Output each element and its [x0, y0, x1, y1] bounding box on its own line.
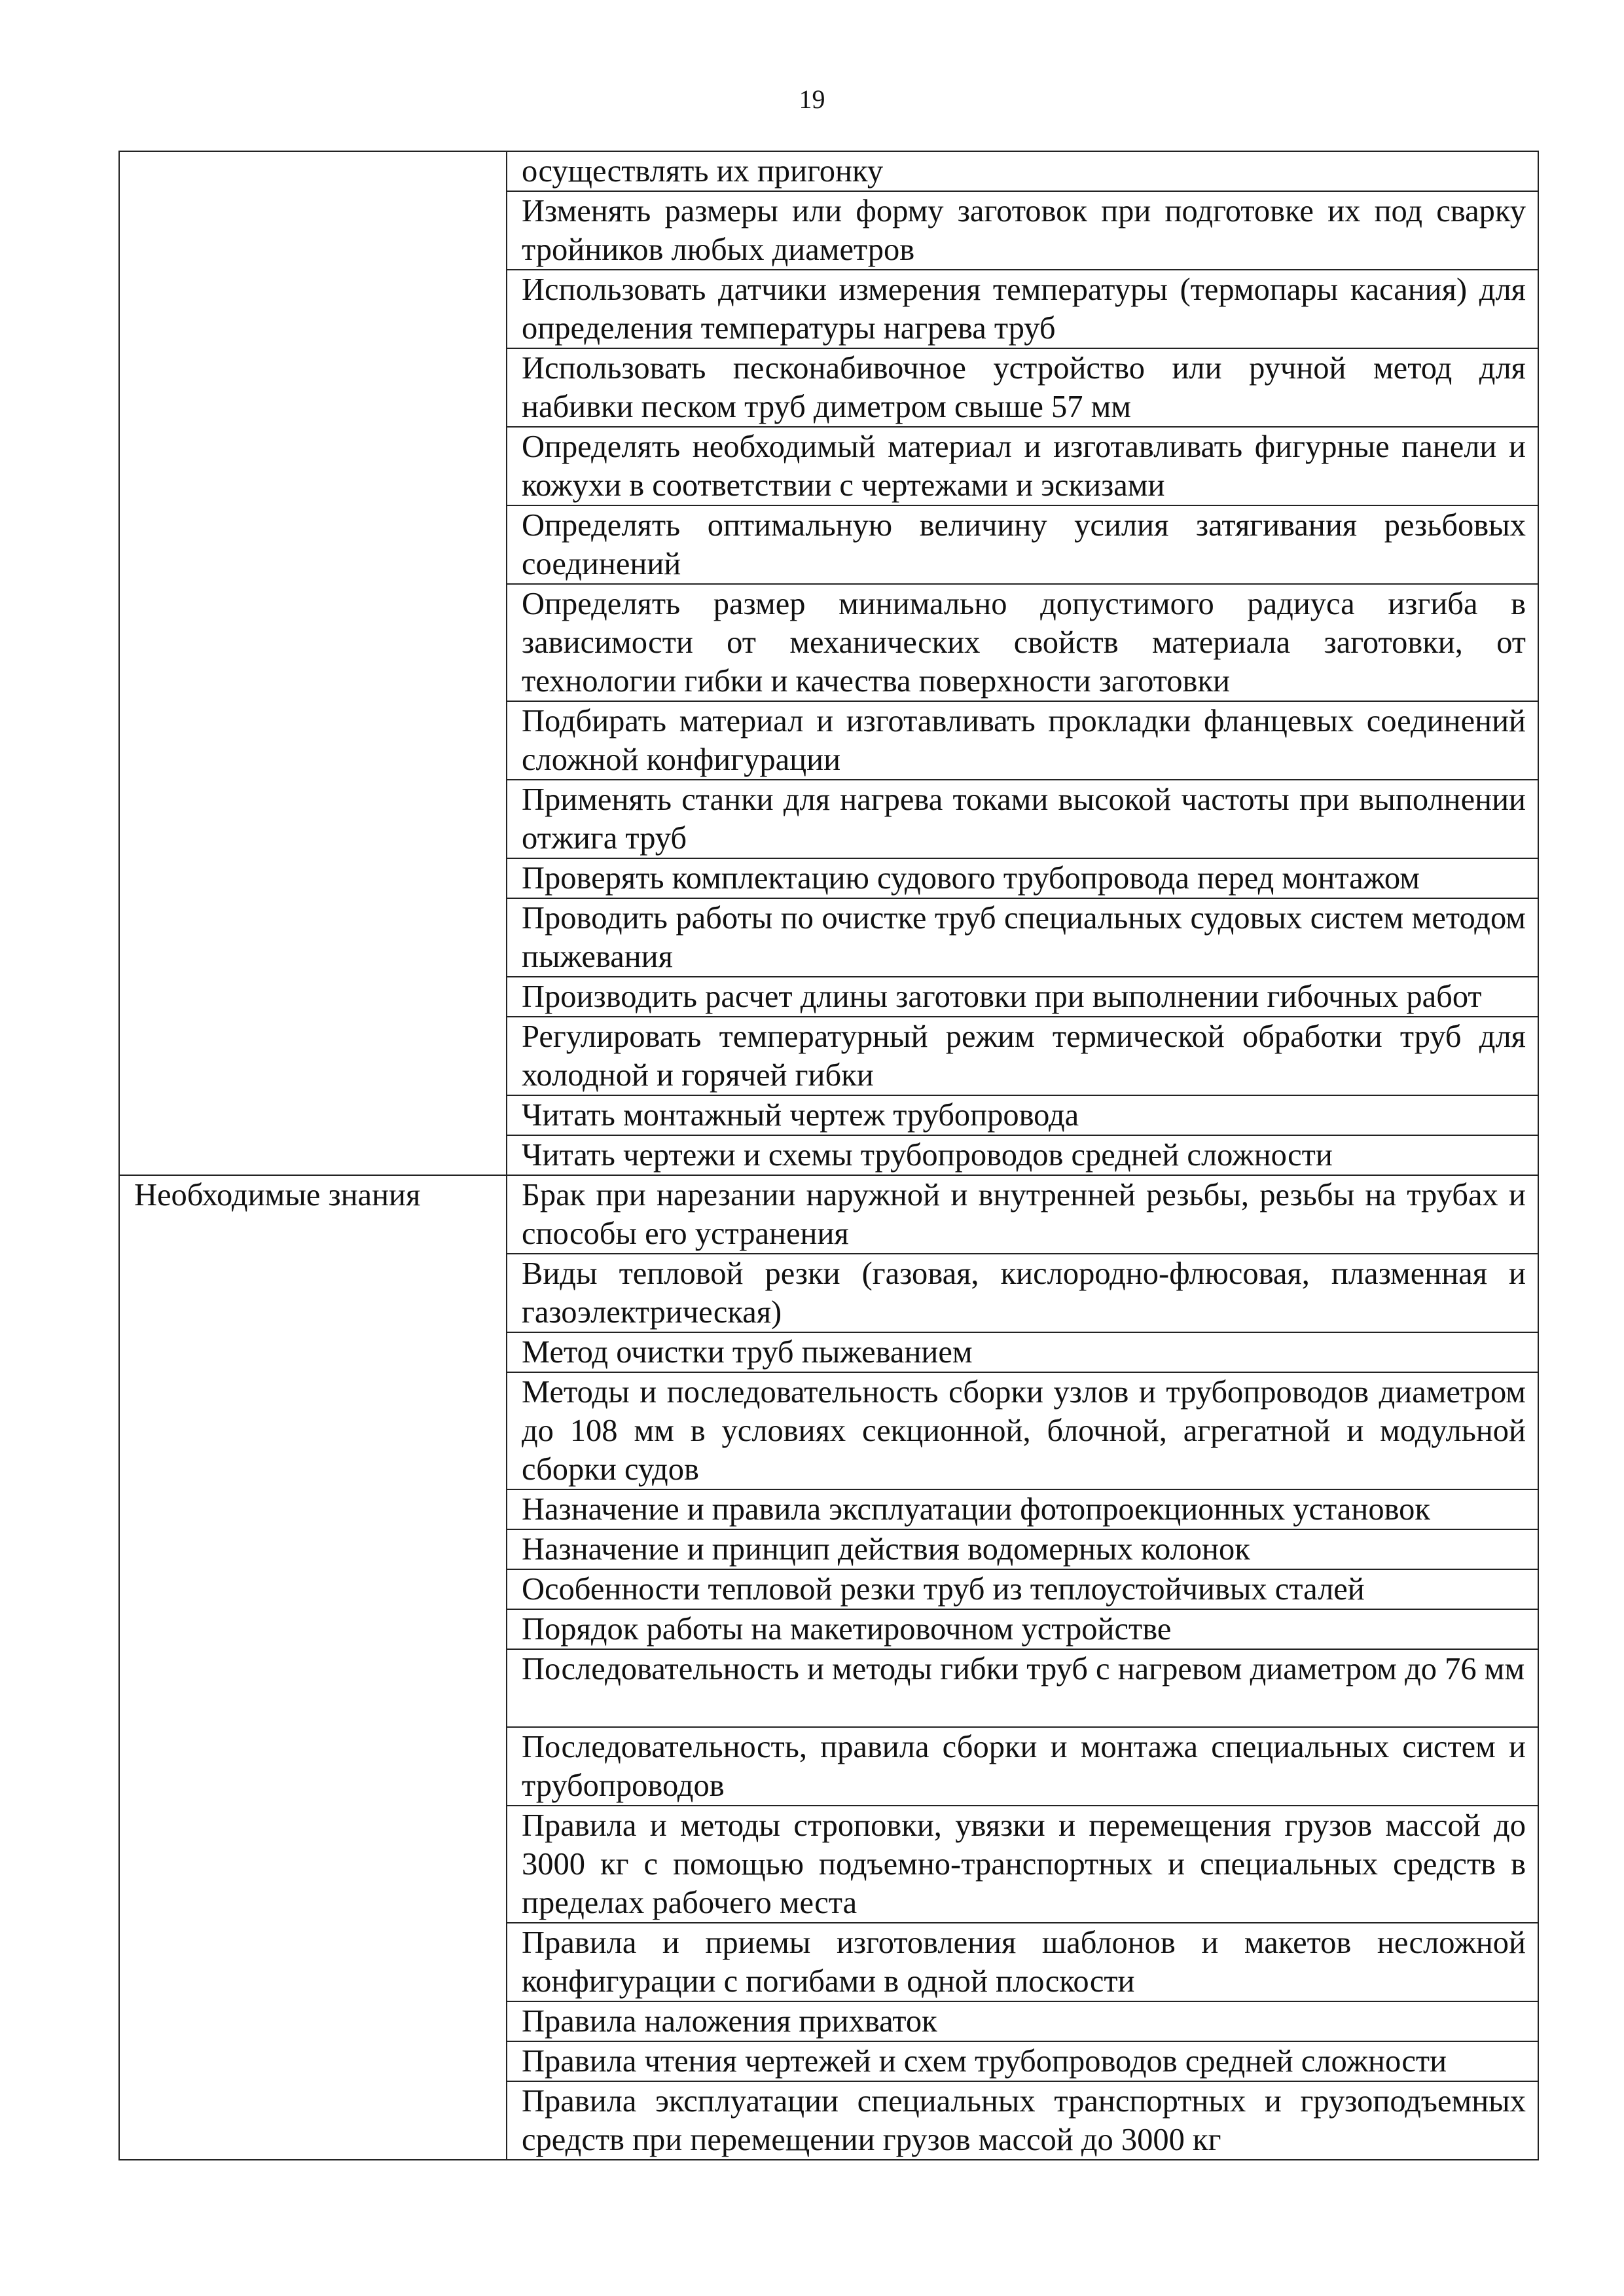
knowledge-item: Правила наложения прихваток — [507, 2001, 1538, 2041]
skill-item: Проводить работы по очистке труб специальных судовых систем методом пыжевания — [507, 898, 1538, 977]
knowledge-item: Особенности тепловой резки труб из теплоустойчивых сталей — [507, 1569, 1538, 1609]
knowledge-item: Брак при нарезании наружной и внутренней резьбы, резьбы на трубах и способы его устранения — [507, 1175, 1538, 1254]
knowledge-item: Правила и методы строповки, увязки и перемещения грузов массой до 3000 кг с помощью подъемно-транспортных и специальных средств в пределах рабочего места — [507, 1806, 1538, 1923]
skill-item: Изменять размеры или форму заготовок при подготовке их под сварку тройников любых диаметров — [507, 191, 1538, 270]
page-number: 19 — [799, 84, 825, 114]
skill-item: Использовать датчики измерения температуры (термопары касания) для определения температуры нагрева труб — [507, 270, 1538, 348]
skill-item: Использовать песконабивочное устройство или ручной метод для набивки песком труб диметром свыше 57 мм — [507, 348, 1538, 427]
table-row — [119, 1175, 1538, 1254]
knowledge-item: Назначение и правила эксплуатации фотопроекционных установок — [507, 1489, 1538, 1529]
knowledge-item: Метод очистки труб пыжеванием — [507, 1332, 1538, 1372]
skill-item: Проверять комплектацию судового трубопровода перед монтажом — [507, 858, 1538, 898]
knowledge-item: Виды тепловой резки (газовая, кислородно-флюсовая, плазменная и газоэлектрическая) — [507, 1254, 1538, 1332]
skill-item: Производить расчет длины заготовки при выполнении гибочных работ — [507, 977, 1538, 1017]
skill-item: Определять необходимый материал и изготавливать фигурные панели и кожухи в соответствии с чертежами и эскизами — [507, 427, 1538, 505]
skill-item: Определять оптимальную величину усилия затягивания резьбовых соединений — [507, 505, 1538, 584]
knowledge-item: Последовательность, правила сборки и монтажа специальных систем и трубопроводов — [507, 1727, 1538, 1806]
skill-item: Подбирать материал и изготавливать прокладки фланцевых соединений сложной конфигурации — [507, 701, 1538, 780]
skill-item: Читать чертежи и схемы трубопроводов средней сложности — [507, 1135, 1538, 1175]
skill-item: Регулировать температурный режим термической обработки труб для холодной и горячей гибки — [507, 1017, 1538, 1095]
skill-item: Читать монтажный чертеж трубопровода — [507, 1095, 1538, 1135]
knowledge-item: Методы и последовательность сборки узлов и трубопроводов диаметром до 108 мм в условиях секционной, блочной, агрегатной и модульной сборки судов — [507, 1372, 1538, 1489]
table-row — [119, 151, 1538, 191]
skills-label-cell — [119, 151, 507, 1175]
knowledge-item: Правила чтения чертежей и схем трубопроводов средней сложности — [507, 2041, 1538, 2081]
skill-item: Применять станки для нагрева токами высокой частоты при выполнении отжига труб — [507, 780, 1538, 858]
skill-item: Определять размер минимально допустимого радиуса изгиба в зависимости от механических свойств материала заготовки, от технологии гибки и качества поверхности заготовки — [507, 584, 1538, 701]
skill-item: осуществлять их пригонку — [507, 151, 1538, 191]
knowledge-item: Порядок работы на макетировочном устройстве — [507, 1609, 1538, 1649]
knowledge-item: Правила эксплуатации специальных транспортных и грузоподъемных средств при перемещении грузов массой до 3000 кг — [507, 2081, 1538, 2160]
competency-table — [118, 151, 1539, 2160]
knowledge-item: Правила и приемы изготовления шаблонов и макетов несложной конфигурации с погибами в одной плоскости — [507, 1923, 1538, 2001]
knowledge-item: Последовательность и методы гибки труб с нагревом диаметром до 76 мм — [507, 1649, 1538, 1727]
knowledge-label-cell: Необходимые знания — [119, 1175, 507, 2160]
knowledge-item: Назначение и принцип действия водомерных колонок — [507, 1529, 1538, 1569]
